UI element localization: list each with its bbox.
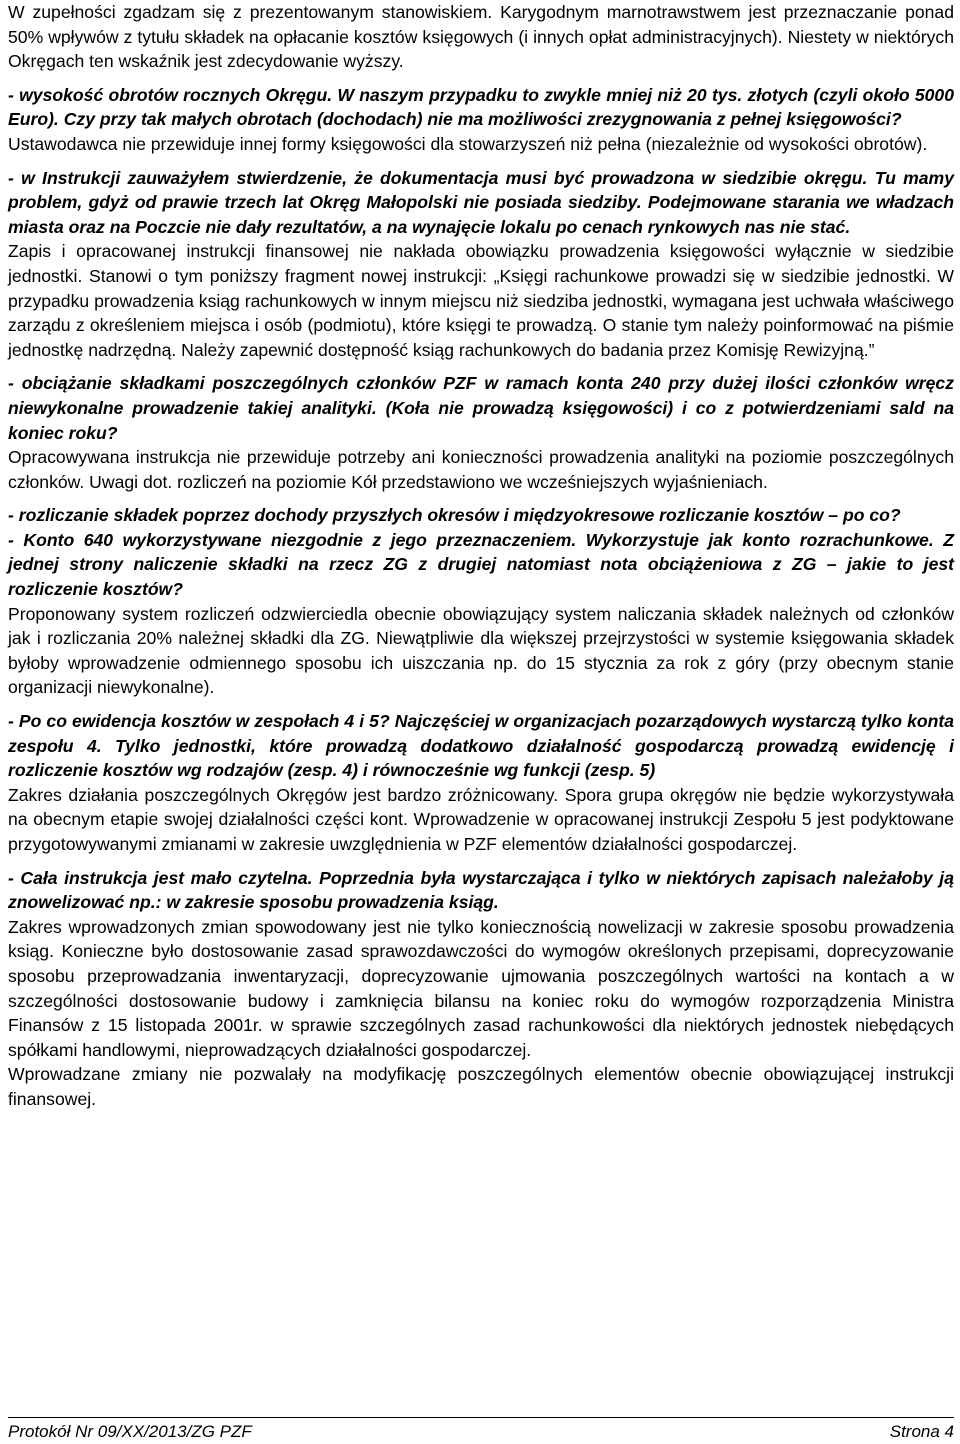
- footer-divider: [8, 1417, 954, 1418]
- paragraph: W zupełności zgadzam się z prezentowanym stanowiskiem. Karygodnym marnotrawstwem jest przeznaczanie ponad 50% wpływów z tytułu składek na opłacanie kosztów księgowych (i innych opłat administracyjnych). Niestety w niektórych Okręgach ten wskaźnik jest zdecydowanie wyższy.: [8, 2, 954, 72]
- paragraph-block-5: [8, 371, 954, 494]
- answer-paragraph: Zakres działania poszczególnych Okręgów jest bardzo zróżnicowany. Spora grupa okręgów nie będzie wykorzystywała na obecnym etapie swojej działalności części kont. Wprowadzenie w opracowanej instrukcji Zespołu 5 jest podyktowane przygotowywanymi zmianami w zakresie uwzględnienia w PZF elementów działalności gospodarczej.: [8, 784, 954, 854]
- answer-paragraph: Ustawodawca nie przewiduje innej formy księgowości dla stowarzyszeń niż pełna (niezależnie od wysokości obrotów).: [8, 133, 928, 154]
- footer-protocol-number: Protokół Nr 09/XX/2013/ZG PZF: [8, 1422, 252, 1441]
- question-heading: - obciążanie składkami poszczególnych członków PZF w ramach konta 240 przy dużej ilości członków wręcz niewykonalne prowadzenie takiej analityki. (Koła nie prowadzą księgowości) i co z potwierdzeniami sald na koniec roku?: [8, 373, 954, 443]
- answer-paragraph: Zakres wprowadzonych zmian spowodowany jest nie tylko koniecznością nowelizacji w zakresie sposobu prowadzenia ksiąg. Konieczne było dostosowanie zasad sprawozdawczości do wymogów określonych przepisami, doprecyzowanie sposobu przeprowadzania inwentaryzacji, doprecyzowanie ujmowania poszczególnych wartości na kontach a w szczególności dostosowanie budowy i zamknięcia bilansu na koniec roku do wymogów rozporządzenia Ministra Finansów z 15 listopada 2001r. w sprawie szczególnych zasad rachunkowości dla niektórych jednostek niebędących spółkami handlowymi, nieprowadzących działalności gospodarczej.: [8, 916, 954, 1060]
- paragraph-block-3: [8, 132, 954, 157]
- paragraph-block-2: [8, 83, 954, 132]
- paragraph-block-6: [8, 503, 954, 700]
- page-footer: [8, 1421, 954, 1443]
- question-heading: - rozliczanie składek poprzez dochody przyszłych okresów i międzyokresowe rozliczanie kosztów – po co?: [8, 505, 901, 526]
- question-heading: - w Instrukcji zauważyłem stwierdzenie, że dokumentacja musi być prowadzona w siedzibie okręgu. Tu mamy problem, gdyż od prawie trzech lat Okręg Małopolski nie posiada siedziby. Podejmowane starania we władzach miasta oraz na Poczcie nie dały rezultatów, a na wynajęcie lokalu po cenach rynkowych nas nie stać.: [8, 167, 954, 237]
- paragraph-block-4: [8, 166, 954, 363]
- answer-paragraph: Wprowadzane zmiany nie pozwalały na modyfikację poszczególnych elementów obecnie obowiązującej instrukcji finansowej.: [8, 1064, 954, 1109]
- question-heading: - wysokość obrotów rocznych Okręgu. W naszym przypadku to zwykle mniej niż 20 tys. złotych (czyli około 5000 Euro). Czy przy tak małych obrotach (dochodach) nie ma możliwości zrezygnowania z pełnej księgowości?: [8, 84, 954, 130]
- answer-paragraph: Zapis i opracowanej instrukcji finansowej nie nakłada obowiązku prowadzenia księgowości wyłącznie w siedzibie jednostki. Stanowi o tym poniższy fragment nowej instrukcji: „Księgi rachunkowe prowadzi się w siedzibie jednostki. W przypadku prowadzenia ksiąg rachunkowych w innym miejscu niż siedziba jednostki, wymagana jest uchwała właściwego zarządu z określeniem miejsca i osób (podmiotu), które księgi te prowadzą. O stanie tym należy poinformować na piśmie jednostkę nadrzędną. Należy zapewnić dostępność ksiąg rachunkowych do badania przez Komisję Rewizyjną.”: [8, 241, 954, 360]
- question-heading: - Cała instrukcja jest mało czytelna. Poprzednia była wystarczająca i tylko w niektórych zapisach należałoby ją znowelizować np.: w zakresie sposobu prowadzenia ksiąg.: [8, 867, 954, 913]
- paragraph-block-8: [8, 866, 954, 1112]
- question-heading: - Po co ewidencja kosztów w zespołach 4 i 5? Najczęściej w organizacjach pozarządowych wystarczą tylko konta zespołu 4. Tylko jednostki, które prowadzą dodatkowo działalność gospodarczą prowadzą ewidencję i rozliczenie kosztów wg rodzajów (zesp. 4) i równocześnie wg funkcji (zesp. 5): [8, 711, 954, 781]
- answer-paragraph: Opracowywana instrukcja nie przewiduje potrzeby ani konieczności prowadzenia analityki na poziomie poszczególnych członków. Uwagi dot. rozliczeń na poziomie Kół przedstawiono we wcześniejszych wyjaśnieniach.: [8, 447, 954, 492]
- question-heading: - Konto 640 wykorzystywane niezgodnie z jego przeznaczeniem. Wykorzystuje jak konto rozrachunkowe. Z jednej strony naliczenie składki na rzecz ZG z drugiej natomiast nota obciążeniowa z ZG – jakie to jest rozliczenie kosztów?: [8, 529, 954, 600]
- paragraph-block-1: [8, 0, 954, 74]
- footer-page-number: Strona 4: [889, 1422, 954, 1441]
- document-body: [8, 0, 954, 1121]
- answer-paragraph: Proponowany system rozliczeń odzwierciedla obecnie obowiązujący system naliczania składek należnych od członków jak i rozliczania 20% należnej składki dla ZG. Niewątpliwie dla większej przejrzystości w systemie księgowania składek byłoby wprowadzenie odmiennego sposobu ich uiszczania np. do 15 stycznia za rok z góry (przy obecnym stanie organizacji niewykonalne).: [8, 603, 954, 698]
- paragraph-block-7: [8, 709, 954, 857]
